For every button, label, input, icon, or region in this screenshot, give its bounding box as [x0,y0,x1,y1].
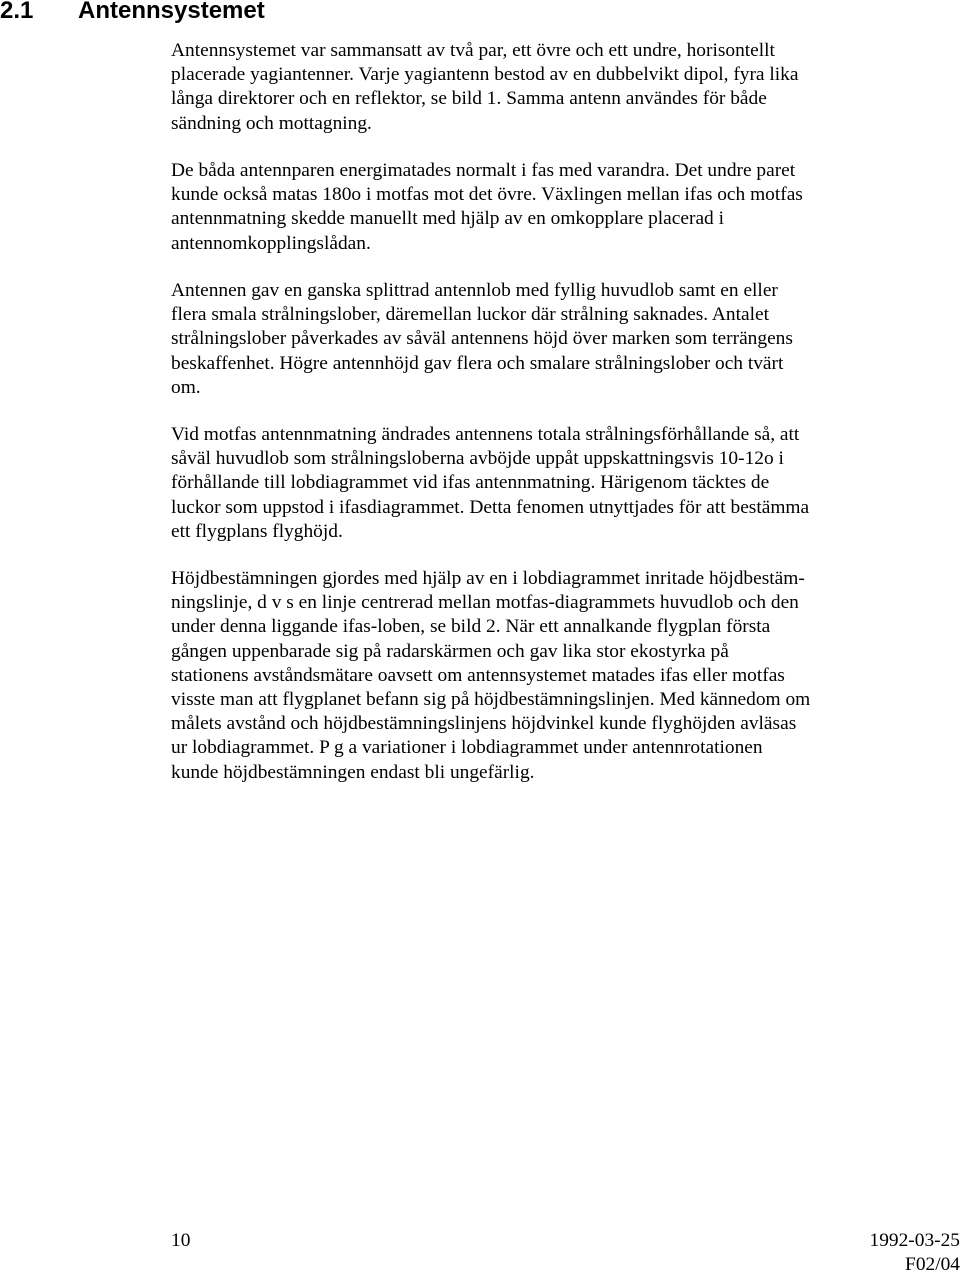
text-line: Antennen gav en ganska splittrad antennlob med fyllig huvudlob samt en eller [171,280,778,301]
text-line: Antennsystemet var sammansatt av två par, ett övre och ett undre, horisontellt [171,40,775,61]
text-line: visste man att flygplanet befann sig på höjdbestämningslinjen. Med kännedom om [171,689,811,711]
text-line: under denna liggande ifas-loben, se bild 2. När ett annalkande flygplan första [171,616,771,638]
text-line: luckor som uppstod i ifasdiagrammet. Detta fenomen utnyttjades för att bestämma [171,496,810,518]
paragraph-antiphase-feeding [171,423,861,544]
text-line: kunde höjdbestämningen endast bli ungefärlig. [171,761,535,783]
section-heading [0,0,265,28]
paragraph-antenna-composition [171,39,861,136]
text-line: gången uppenbarade sig på radarskärmen och gav lika stor ekostyrka på [171,640,729,662]
text-line: om. [171,376,201,398]
page-number: 10 [171,1230,191,1251]
text-line: antennmatning skedde manuellt med hjälp av en omkopplare placerad i [171,208,724,230]
text-line: Höjdbestämningen gjordes med hjälp av en i lobdiagrammet inritade höjdbestäm- [171,568,805,589]
text-line: flera smala strålningslober, däremellan luckor där strålning saknades. Antalet [171,304,769,326]
document-date: 1992-03-25 [869,1230,960,1251]
text-line: ett flygplans flyghöjd. [171,520,343,542]
text-line: sändning och mottagning. [171,112,372,134]
text-line: ur lobdiagrammet. P g a variationer i lobdiagrammet under antennrotationen [171,737,763,759]
paragraph-height-determination [171,567,861,785]
text-line: beskaffenhet. Högre antennhöjd gav flera och smalare strålningslober och tvärt [171,352,784,374]
text-line: ningslinje, d v s en linje centrerad mellan motfas-diagrammets huvudlob och den [171,592,799,614]
text-line: Vid motfas antennmatning ändrades antennens totala strålningsförhållande så, att [171,424,800,445]
text-line: stationens avståndsmätare oavsett om antennsystemet matades ifas eller motfas [171,664,785,686]
text-line: långa direktorer och en reflektor, se bild 1. Samma antenn användes för både [171,88,767,110]
text-line: kunde också matas 180o i motfas mot det övre. Växlingen mellan ifas och motfas [171,184,803,206]
text-line: antennomkopplingslådan. [171,232,371,254]
text-line: förhållande till lobdiagrammet vid ifas antennmatning. Härigenom täcktes de [171,472,770,494]
document-id: F02/04 [905,1254,960,1275]
text-line: De båda antennparen energimatades normalt i fas med varandra. Det undre paret [171,160,796,181]
section-title: Antennsystemet [78,0,265,24]
section-number: 2.1 [0,0,34,24]
paragraph-antenna-lobes [171,279,861,400]
paragraph-phase-feeding [171,159,861,256]
text-line: målets avstånd och höjdbestämningslinjens höjdvinkel kunde flyghöjden avläsas [171,713,797,735]
text-line: strålningslober påverkades av såväl antennens höjd över marken som terrängens [171,328,793,350]
text-line: placerade yagiantenner. Varje yagiantenn bestod av en dubbelvikt dipol, fyra lika [171,64,799,86]
text-line: såväl huvudlob som strålningsloberna avböjde uppåt uppskattningsvis 10-12o i [171,448,784,470]
